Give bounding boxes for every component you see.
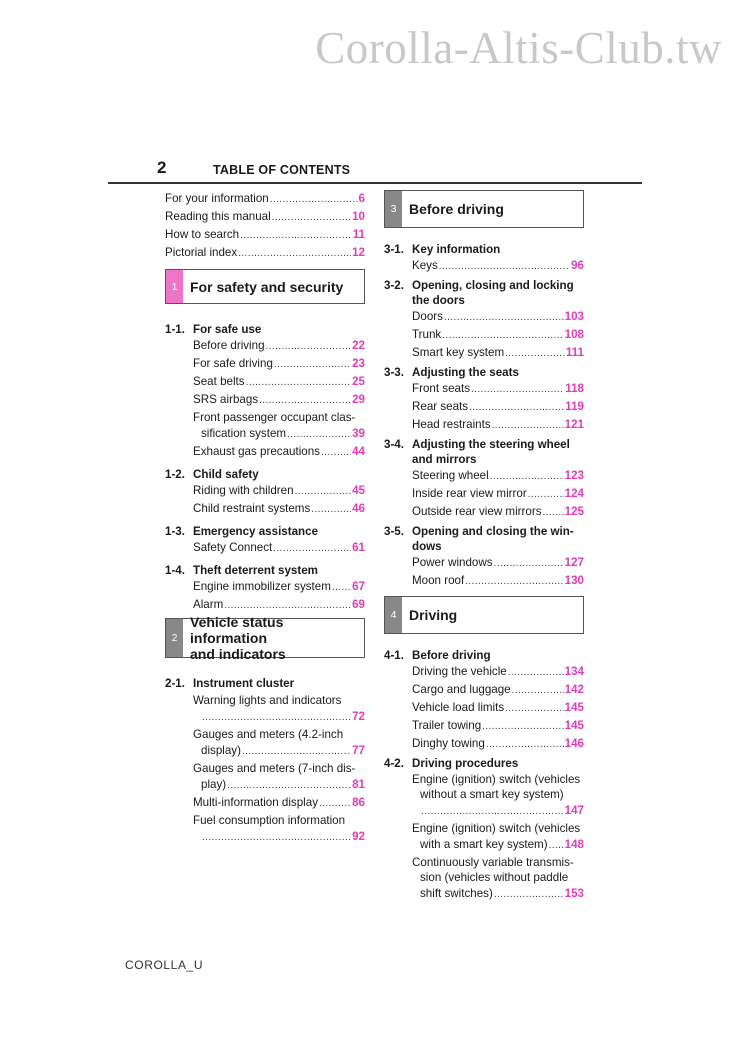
entry-page: 77 <box>352 744 365 757</box>
entry-title: Driving the vehicle <box>412 665 507 678</box>
entry-title: Inside rear view mirror <box>412 487 527 500</box>
toc-entry[interactable] <box>165 760 365 794</box>
dot-leader <box>227 777 351 794</box>
entry-page: 127 <box>564 556 584 569</box>
subsection-number: 3-5. <box>384 525 404 538</box>
toc-left-column <box>165 190 365 846</box>
section-title: Before driving <box>409 201 504 217</box>
toc-right-column <box>384 190 584 903</box>
entry-page: 46 <box>352 502 365 515</box>
toc-entry[interactable] <box>384 398 584 416</box>
entry-page: 72 <box>352 710 365 723</box>
toc-entry[interactable] <box>165 443 365 461</box>
entry-title-cont: sion (vehicles without paddle <box>420 871 569 884</box>
subsection-heading[interactable] <box>384 756 584 771</box>
toc-entry[interactable] <box>165 578 365 596</box>
entry-page: 121 <box>564 418 584 431</box>
subsection-heading[interactable] <box>384 437 584 467</box>
subsection-title: Theft deterrent system <box>193 564 318 577</box>
dot-leader <box>273 540 351 557</box>
entry-title: Engine (ignition) switch (vehicles <box>412 773 581 786</box>
entry-title-cont: sification system <box>201 427 287 440</box>
toc-entry[interactable] <box>384 467 584 485</box>
toc-entry[interactable] <box>165 244 365 262</box>
entry-title: Multi-information display <box>193 796 319 809</box>
toc-entry[interactable] <box>384 854 584 903</box>
dot-leader <box>246 374 352 391</box>
dot-leader <box>543 504 564 521</box>
entry-page: 69 <box>352 598 365 611</box>
entry-title: For your information <box>165 192 269 205</box>
entry-page: 61 <box>352 541 365 554</box>
entry-page: 146 <box>564 737 584 750</box>
dot-leader <box>421 803 564 820</box>
toc-entry[interactable] <box>165 812 365 846</box>
dot-leader <box>469 399 564 416</box>
toc-entry[interactable] <box>384 344 584 362</box>
dot-leader <box>442 327 563 344</box>
footer-code: COROLLA_U <box>125 958 204 972</box>
subsection-title <box>412 437 570 467</box>
entry-title: Trunk <box>412 328 442 341</box>
dot-leader <box>321 444 351 461</box>
entry-page: 22 <box>352 339 365 352</box>
entry-title: Seat belts <box>193 375 245 388</box>
entry-page: 23 <box>352 357 365 370</box>
subsection-title <box>412 524 574 554</box>
subsection-title-line: Opening, closing and locking <box>412 279 574 292</box>
entry-title: Warning lights and indicators <box>193 694 342 707</box>
entry-title: SRS airbags <box>193 393 259 406</box>
entry-title: Gauges and meters (7-inch dis- <box>193 762 356 775</box>
entry-title: Front seats <box>412 382 470 395</box>
toc-entry[interactable] <box>384 699 584 717</box>
entry-title-cont: without a smart key system) <box>420 788 564 801</box>
subsection-number: 2-1. <box>165 677 185 690</box>
dot-leader <box>471 381 564 398</box>
dot-leader <box>512 682 564 699</box>
section-header-3[interactable] <box>384 190 584 228</box>
entry-page: 45 <box>352 484 365 497</box>
section-number: 2 <box>166 619 183 657</box>
subsection-heading[interactable] <box>165 467 365 482</box>
section-number: 1 <box>166 270 183 303</box>
section-title-line: and indicators <box>190 646 286 662</box>
dot-leader <box>238 245 351 262</box>
dot-leader <box>266 338 352 355</box>
toc-entry[interactable] <box>165 226 365 244</box>
subsection-title-line: and mirrors <box>412 453 477 466</box>
entry-title: Child restraint systems <box>193 502 311 515</box>
dot-leader <box>295 483 352 500</box>
dot-leader <box>505 700 564 717</box>
entry-title: For safe driving <box>193 357 273 370</box>
subsection-heading[interactable] <box>165 563 365 578</box>
entry-title: Exhaust gas precautions <box>193 445 320 458</box>
entry-title: Safety Connect <box>193 541 273 554</box>
dot-leader <box>465 573 563 590</box>
dot-leader <box>494 555 564 572</box>
subsection-number: 3-3. <box>384 366 404 379</box>
entry-page: 145 <box>564 701 584 714</box>
section-title: Driving <box>409 607 458 623</box>
dot-leader <box>272 209 351 226</box>
dot-leader <box>494 886 564 903</box>
subsection-title: Child safety <box>193 468 259 481</box>
dot-leader <box>492 417 564 434</box>
subsection-number: 3-1. <box>384 243 404 256</box>
entry-page: 125 <box>564 505 584 518</box>
entry-page: 134 <box>564 665 584 678</box>
entry-page: 10 <box>352 210 365 223</box>
entry-page: 11 <box>352 228 365 241</box>
entry-title: Moon roof <box>412 574 465 587</box>
entry-title: Keys <box>412 259 438 272</box>
subsection-title: Adjusting the seats <box>412 366 519 379</box>
entry-title: Steering wheel <box>412 469 489 482</box>
entry-page: 103 <box>564 310 584 323</box>
subsection-title-line: Adjusting the steering wheel <box>412 438 570 451</box>
toc-entry[interactable] <box>165 596 365 614</box>
entry-title: Smart key system <box>412 346 505 359</box>
dot-leader <box>505 345 565 362</box>
toc-entry[interactable] <box>384 735 584 753</box>
subsection-number: 3-2. <box>384 279 404 292</box>
entry-page: 67 <box>352 580 365 593</box>
toc-entry[interactable] <box>165 691 365 726</box>
toc-entry[interactable] <box>384 663 584 681</box>
toc-entry[interactable] <box>384 554 584 572</box>
entry-page: 96 <box>571 259 584 272</box>
entry-title: How to search <box>165 228 240 241</box>
entry-title: Alarm <box>193 598 224 611</box>
dot-leader <box>528 486 564 503</box>
entry-page: 147 <box>564 804 584 817</box>
entry-title: Gauges and meters (4.2-inch <box>193 728 344 741</box>
entry-page: 153 <box>564 887 584 900</box>
entry-page: 39 <box>352 427 365 440</box>
subsection-heading[interactable] <box>384 365 584 380</box>
subsection-number: 1-1. <box>165 323 185 336</box>
subsection-title-line: the doors <box>412 294 465 307</box>
toc-entry[interactable] <box>384 308 584 326</box>
toc-entry[interactable] <box>384 717 584 735</box>
section-title: For safety and security <box>190 278 344 295</box>
entry-page: 111 <box>565 346 584 359</box>
subsection-title: Driving procedures <box>412 757 519 770</box>
toc-entry[interactable] <box>165 726 365 760</box>
toc-entry[interactable] <box>165 355 365 373</box>
dot-leader <box>490 468 564 485</box>
toc-entry[interactable] <box>165 190 365 208</box>
entry-page: 119 <box>565 400 584 413</box>
entry-page: 6 <box>358 192 365 205</box>
dot-leader <box>508 664 564 681</box>
subsection-title-line: Opening and closing the win- <box>412 525 574 538</box>
toc-entry[interactable] <box>165 539 365 557</box>
toc-entry[interactable] <box>384 326 584 344</box>
subsection-title: Before driving <box>412 649 491 662</box>
subsection-number: 4-2. <box>384 757 404 770</box>
entry-page: 124 <box>564 487 584 500</box>
toc-entry[interactable] <box>165 794 365 812</box>
entry-title: Cargo and luggage <box>412 683 511 696</box>
entry-title: Fuel consumption information <box>193 814 346 827</box>
section-header-1[interactable] <box>165 269 365 304</box>
entry-title: Vehicle load limits <box>412 701 505 714</box>
toc-entry[interactable] <box>384 257 584 275</box>
entry-page: 145 <box>564 719 584 732</box>
entry-title: Pictorial index <box>165 246 238 259</box>
entry-page: 92 <box>352 830 365 843</box>
toc-entry[interactable] <box>384 503 584 521</box>
dot-leader <box>311 501 351 518</box>
entry-title: Engine (ignition) switch (vehicles <box>412 822 581 835</box>
entry-page: 12 <box>352 246 365 259</box>
section-number: 3 <box>385 191 402 227</box>
entry-title: Rear seats <box>412 400 469 413</box>
entry-page: 148 <box>564 838 584 851</box>
section-header-4[interactable] <box>384 596 584 634</box>
toc-entry[interactable] <box>165 373 365 391</box>
toc-entry[interactable] <box>165 208 365 226</box>
toc-entry[interactable] <box>384 380 584 398</box>
section-number: 4 <box>385 597 402 633</box>
toc-entry[interactable] <box>165 409 365 443</box>
dot-leader <box>224 597 351 614</box>
dot-leader <box>242 743 351 760</box>
toc-entry[interactable] <box>384 416 584 434</box>
dot-leader <box>240 227 352 244</box>
toc-entry[interactable] <box>384 771 584 820</box>
toc-entry[interactable] <box>384 572 584 590</box>
page-number: 2 <box>157 158 167 177</box>
subsection-heading[interactable] <box>384 648 584 663</box>
entry-page: 81 <box>352 778 365 791</box>
entry-title: Outside rear view mirrors <box>412 505 542 518</box>
page-title: TABLE OF CONTENTS <box>213 163 351 177</box>
entry-title-cont: display) <box>201 744 241 757</box>
entry-page: 29 <box>352 393 365 406</box>
toc-entry[interactable] <box>384 681 584 699</box>
entry-title: Reading this manual <box>165 210 271 223</box>
watermark: Corolla-Altis-Club.tw <box>315 23 722 73</box>
dot-leader <box>202 829 351 846</box>
entry-title: Before driving <box>193 339 265 352</box>
toc-entry[interactable] <box>165 337 365 355</box>
entry-title-cont: play) <box>201 778 227 791</box>
toc-entry[interactable] <box>165 500 365 518</box>
subsection-heading[interactable] <box>384 524 584 554</box>
toc-entry[interactable] <box>384 485 584 503</box>
entry-title: Front passenger occupant clas- <box>193 411 356 424</box>
subsection-heading[interactable] <box>384 242 584 257</box>
subsection-title: Instrument cluster <box>193 677 295 690</box>
entry-title: Riding with children <box>193 484 294 497</box>
entry-title: Engine immobilizer system <box>193 580 331 593</box>
entry-title: Doors <box>412 310 443 323</box>
toc-entry[interactable] <box>384 820 584 854</box>
section-header-2[interactable] <box>165 614 365 662</box>
toc-entry[interactable] <box>165 391 365 409</box>
dot-leader <box>202 709 351 726</box>
section-title-line: Vehicle status information <box>190 614 284 646</box>
entry-title-cont: shift switches) <box>420 887 493 900</box>
subsection-title: Key information <box>412 243 501 256</box>
dot-leader <box>319 795 351 812</box>
subsection-number: 1-2. <box>165 468 185 481</box>
dot-leader <box>439 258 570 275</box>
dot-leader <box>270 191 358 208</box>
entry-page: 44 <box>352 445 365 458</box>
subsection-title: Emergency assistance <box>193 525 319 538</box>
dot-leader <box>259 392 351 409</box>
dot-leader <box>482 718 564 735</box>
entry-page: 25 <box>352 375 365 388</box>
entry-page: 142 <box>564 683 584 696</box>
entry-title-cont: with a smart key system) <box>420 838 548 851</box>
subsection-heading[interactable] <box>165 322 365 337</box>
subsection-number: 4-1. <box>384 649 404 662</box>
subsection-number: 3-4. <box>384 438 404 451</box>
subsection-number: 1-4. <box>165 564 185 577</box>
subsection-title-line: dows <box>412 540 442 553</box>
dot-leader <box>444 309 564 326</box>
toc-entry[interactable] <box>165 482 365 500</box>
dot-leader <box>486 736 564 753</box>
dot-leader <box>549 837 564 854</box>
dot-leader <box>287 426 351 443</box>
entry-title: Trailer towing <box>412 719 482 732</box>
entry-title: Continuously variable transmis- <box>412 856 574 869</box>
subsection-title <box>412 278 574 308</box>
header-divider <box>108 182 642 184</box>
entry-page: 123 <box>564 469 584 482</box>
subsection-title: For safe use <box>193 323 262 336</box>
entry-title: Power windows <box>412 556 493 569</box>
subsection-heading[interactable] <box>165 524 365 539</box>
subsection-number: 1-3. <box>165 525 185 538</box>
dot-leader <box>274 356 351 373</box>
subsection-heading[interactable] <box>165 676 365 691</box>
subsection-heading[interactable] <box>384 278 584 308</box>
entry-page: 130 <box>564 574 584 587</box>
section-title <box>183 614 364 662</box>
entry-title: Dinghy towing <box>412 737 485 750</box>
dot-leader <box>332 579 351 596</box>
entry-page: 86 <box>352 796 365 809</box>
entry-title: Head restraints <box>412 418 491 431</box>
entry-page: 108 <box>564 328 584 341</box>
entry-page: 118 <box>565 382 584 395</box>
